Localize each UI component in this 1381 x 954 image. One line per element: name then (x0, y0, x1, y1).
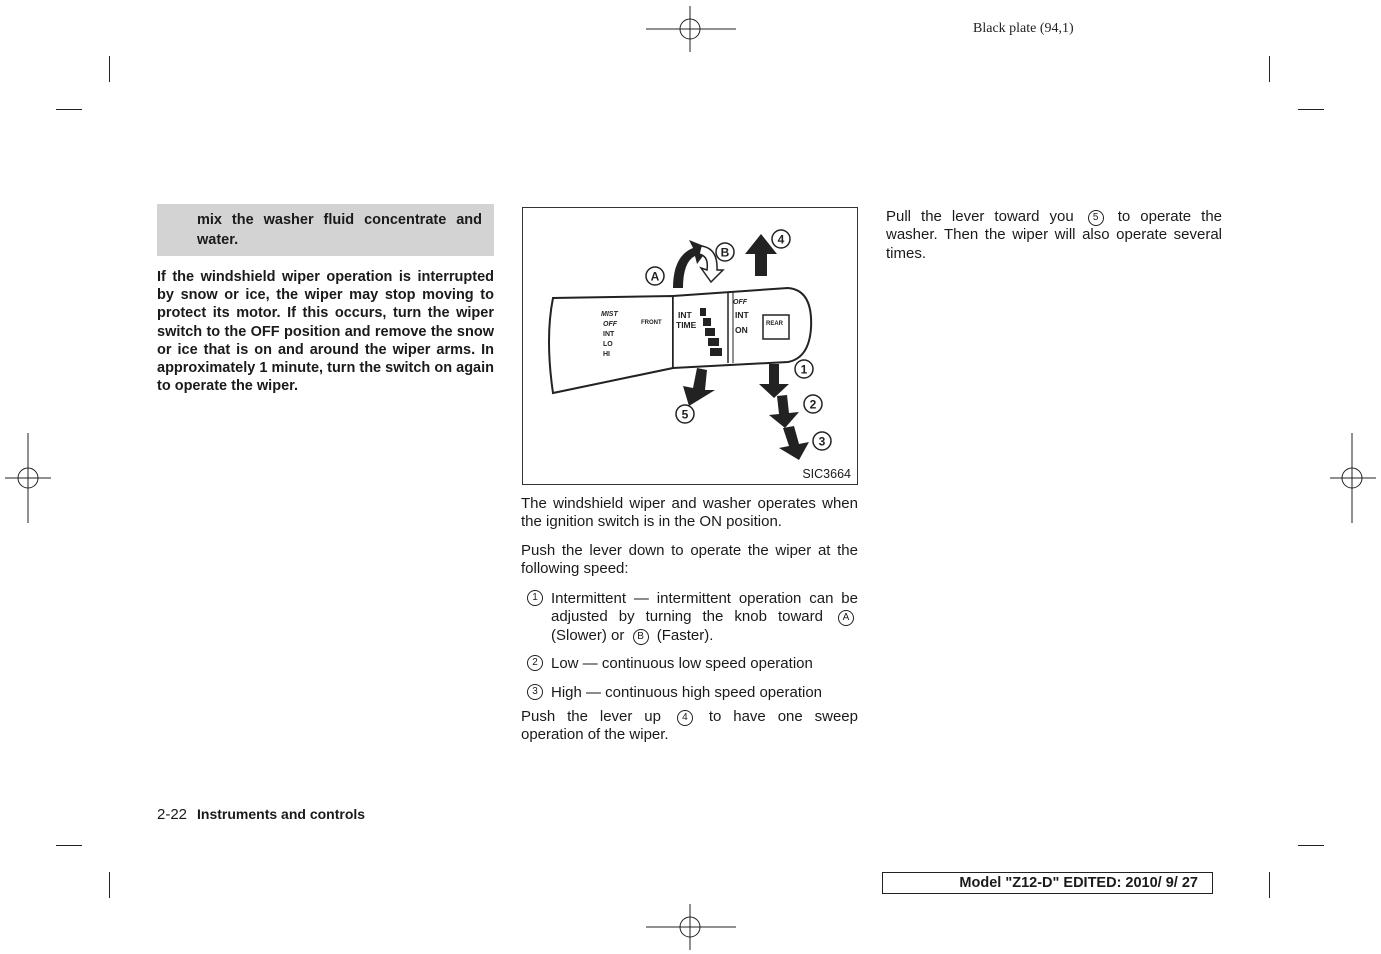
svg-text:5: 5 (681, 407, 689, 422)
callout-5 (676, 405, 694, 423)
list-item-intermittent: 1 Intermittent — intermittent operation can be adjusted by turning the knob toward A (Slower) or B (Faster). (521, 590, 858, 646)
arrow-pull-5 (683, 368, 715, 406)
page-footer (157, 806, 365, 823)
svg-text:4: 4 (777, 232, 785, 247)
label-lo: LO (603, 341, 613, 348)
pull-lever-paragraph: Pull the lever toward you 5 to operate the washer. Then the wiper will also operate several times. (886, 208, 1223, 262)
wiper-lever-figure (522, 207, 858, 485)
wiper-lever-illustration (523, 208, 857, 484)
label-off: OFF (603, 321, 617, 328)
intro-paragraph: The windshield wiper and washer operates when the ignition switch is in the ON position. (521, 495, 858, 531)
svg-text:1: 1 (800, 362, 808, 377)
crop-mark (1269, 872, 1270, 898)
callout-1 (795, 360, 813, 378)
crop-mark (1269, 56, 1270, 82)
label-on: ON (735, 325, 748, 335)
push-down-paragraph: Push the lever down to operate the wiper at the following speed: (521, 542, 858, 578)
crop-mark (56, 109, 82, 110)
label-int-time-2: TIME (676, 320, 697, 330)
callout-a (646, 267, 664, 285)
push-up-paragraph: Push the lever up 4 to have one sweep operation of the wiper. (521, 708, 858, 744)
registration-mark-bottom (646, 904, 736, 950)
number-badge: 2 (527, 655, 543, 671)
svg-text:A: A (650, 269, 660, 284)
callout-4 (772, 230, 790, 248)
svg-text:2: 2 (809, 397, 817, 412)
note-box: mix the washer fluid concentrate and water. (157, 204, 494, 256)
page-number: 2-22 (157, 806, 188, 823)
crop-mark (109, 872, 110, 898)
svg-text:B: B (720, 245, 730, 260)
crop-mark (1298, 845, 1324, 846)
registration-mark-right (1330, 433, 1376, 523)
registration-mark-top (646, 6, 736, 52)
label-off-rear: OFF (733, 299, 747, 306)
crop-mark (1298, 109, 1324, 110)
label-mist: MIST (601, 311, 618, 318)
arrow-down-1 (759, 364, 789, 398)
figure-id: SIC3664 (802, 467, 851, 481)
warning-paragraph: If the windshield wiper operation is interrupted by snow or ice, the wiper may stop moving to protect its motor. If this occurs, turn the wiper switch to the OFF position and remove the snow or ice that is on and around the wiper arms. In approximately 1 minute, turn the switch on again to operate the wiper. (157, 269, 494, 395)
label-int-time-1: INT (678, 310, 692, 320)
number-badge: 3 (527, 684, 543, 700)
model-edited-box: Model "Z12-D" EDITED: 2010/ 9/ 27 (882, 872, 1213, 894)
callout-3 (813, 432, 831, 450)
callout-b (716, 243, 734, 261)
label-int: INT (603, 331, 615, 338)
number-badge: 5 (1088, 210, 1104, 226)
label-int-rear: INT (735, 310, 749, 320)
label-front: FRONT (641, 320, 662, 326)
section-title: Instruments and controls (197, 806, 366, 822)
knob-a-badge: A (838, 610, 854, 626)
plate-label: Black plate (94,1) (973, 21, 1074, 36)
knob-b-badge: B (633, 629, 649, 645)
arrow-down-2 (769, 395, 799, 428)
number-badge: 4 (677, 710, 693, 726)
label-rear: REAR (766, 321, 784, 327)
svg-text:3: 3 (818, 434, 826, 449)
crop-mark (109, 56, 110, 82)
label-hi: HI (603, 351, 610, 358)
registration-mark-left (5, 433, 51, 523)
crop-mark (56, 845, 82, 846)
arrow-down-3 (779, 426, 809, 460)
callout-2 (804, 395, 822, 413)
number-badge: 1 (527, 590, 543, 606)
